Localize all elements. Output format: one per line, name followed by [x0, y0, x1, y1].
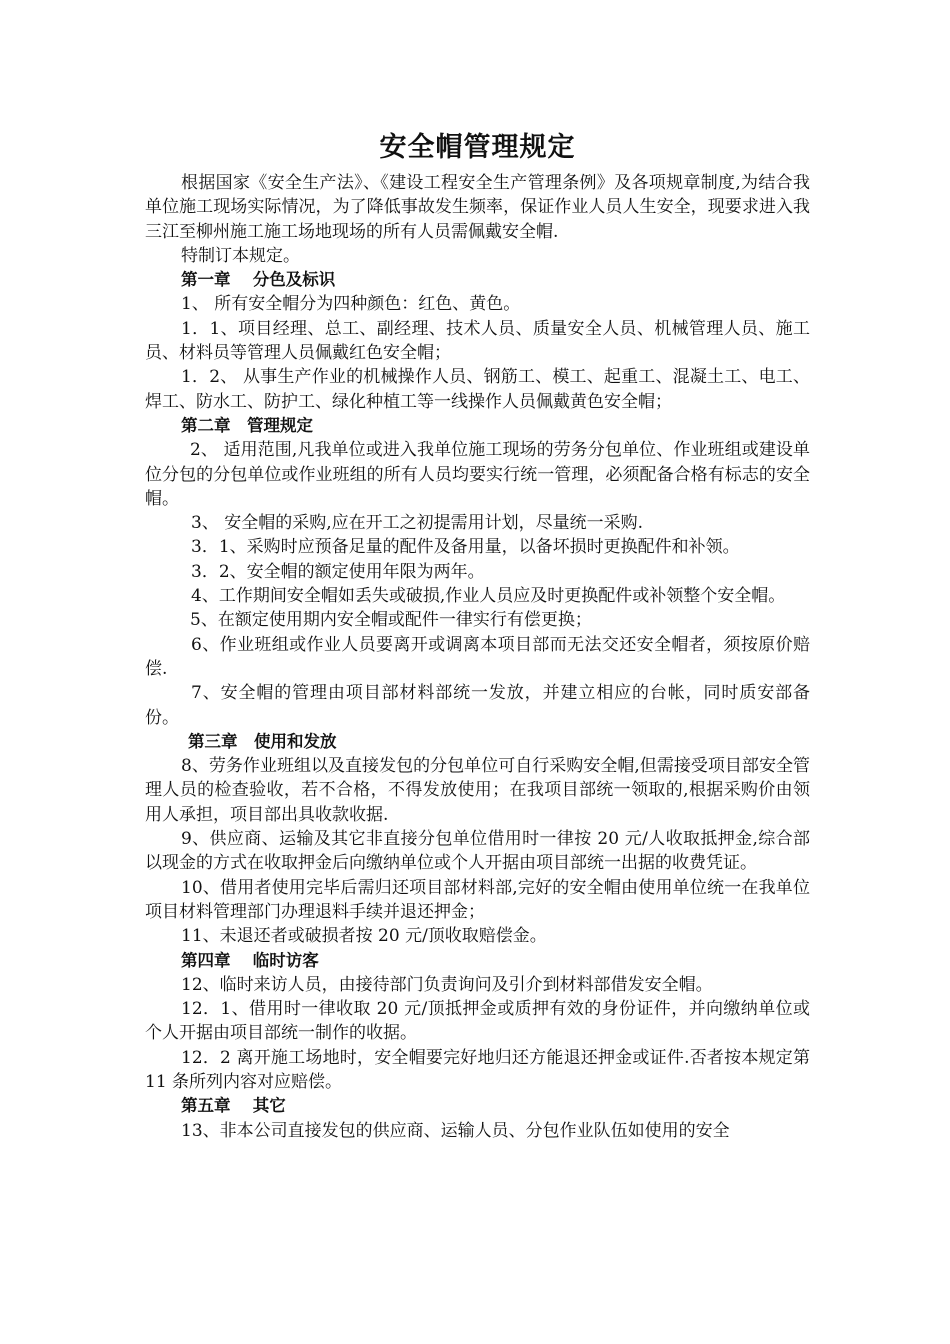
clause-12-2: 12．2 离开施工场地时，安全帽要完好地归还方能退还押金或证件.否者按本规定第 11 条所列内容对应赔偿。 [145, 1047, 810, 1092]
clause-2: 2、 适用范围,凡我单位或进入我单位施工现场的劳务分包单位、作业班组或建设单位分包的分包单位或作业班组的所有人员均要实行统一管理，必须配备合格有标志的安全帽。 [145, 440, 810, 509]
clause-7: 7、安全帽的管理由项目部材料部统一发放，并建立相应的台帐，同时质安部备份。 [145, 683, 810, 728]
clause-1: 1、 所有安全帽分为四种颜色：红色、黄色。 [181, 294, 521, 315]
chapter-4-heading: 第四章 临时访客 [181, 950, 319, 970]
clause-1-2: 1．2、 从事生产作业的机械操作人员、钢筋工、模工、起重工、混凝土工、电工、焊工、防水工、防护工、绿化种植工等一线操作人员佩戴黄色安全帽； [145, 367, 810, 412]
clause-1-1: 1．1、项目经理、总工、副经理、技术人员、质量安全人员、机械管理人员、施工员、材料员等管理人员佩戴红色安全帽； [145, 318, 810, 364]
clause-8: 8、劳务作业班组以及直接发包的分包单位可自行采购安全帽,但需接受项目部安全管理人员的检查验收，若不合格，不得发放使用；在我项目部统一领取的,根据采购价由领用人承担，项目部出具收款收据. [145, 756, 810, 825]
chapter-2-heading: 第二章 管理规定 [181, 415, 313, 435]
intro-paragraph: 根据国家《安全生产法》、《建设工程安全生产管理条例》及各项规章制度,为结合我单位施工现场实际情况，为了降低事故发生频率，保证作业人员人生安全，现要求进入我三江至柳州施工施工场地现场的所有人员需佩戴安全帽. [145, 173, 810, 242]
chapter-5-heading: 第五章 其它 [181, 1096, 286, 1116]
clause-6: 6、作业班组或作业人员要离开或调离本项目部而无法交还安全帽者，须按原价赔偿. [145, 634, 810, 679]
clause-12-1: 12．1、借用时一律收取 20 元/顶抵押金或质押有效的身份证件，并向缴纳单位或个人开据由项目部统一制作的收据。 [145, 999, 810, 1044]
clause-12: 12、临时来访人员，由接待部门负责询问及引介到材料部借发安全帽。 [181, 974, 713, 995]
clause-3-1: 3．1、采购时应预备足量的配件及备用量，以备坏损时更换配件和补领。 [191, 537, 740, 558]
clause-13: 13、非本公司直接发包的供应商、运输人员、分包作业队伍如使用的安全 [181, 1120, 730, 1141]
chapter-3-heading: 第三章 使用和发放 [188, 731, 337, 751]
intro-paragraph-2: 特制订本规定。 [181, 245, 300, 266]
clause-4: 4、工作期间安全帽如丢失或破损,作业人员应及时更换配件或补领整个安全帽。 [191, 586, 786, 607]
clause-3: 3、 安全帽的采购,应在开工之初提需用计划，尽量统一采购. [191, 513, 644, 534]
clause-11: 11、未退还者或破损者按 20 元/顶收取赔偿金。 [181, 926, 547, 947]
clause-9: 9、供应商、运输及其它非直接分包单位借用时一律按 20 元/人收取抵押金,综合部以现金的方式在收取押金后向缴纳单位或个人开据由项目部统一出据的收费凭证。 [145, 829, 810, 874]
clause-3-2: 3．2、安全帽的额定使用年限为两年。 [191, 561, 485, 582]
clause-10: 10、借用者使用完毕后需归还项目部材料部,完好的安全帽由使用单位统一在我单位项目材料管理部门办理退料手续并退还押金； [145, 877, 810, 922]
document-title: 安全帽管理规定 [379, 132, 576, 163]
clause-5: 5、在额定使用期内安全帽或配件一律实行有偿更换； [190, 610, 592, 631]
chapter-1-heading: 第一章 分色及标识 [181, 270, 336, 290]
document-body [145, 128, 810, 1143]
